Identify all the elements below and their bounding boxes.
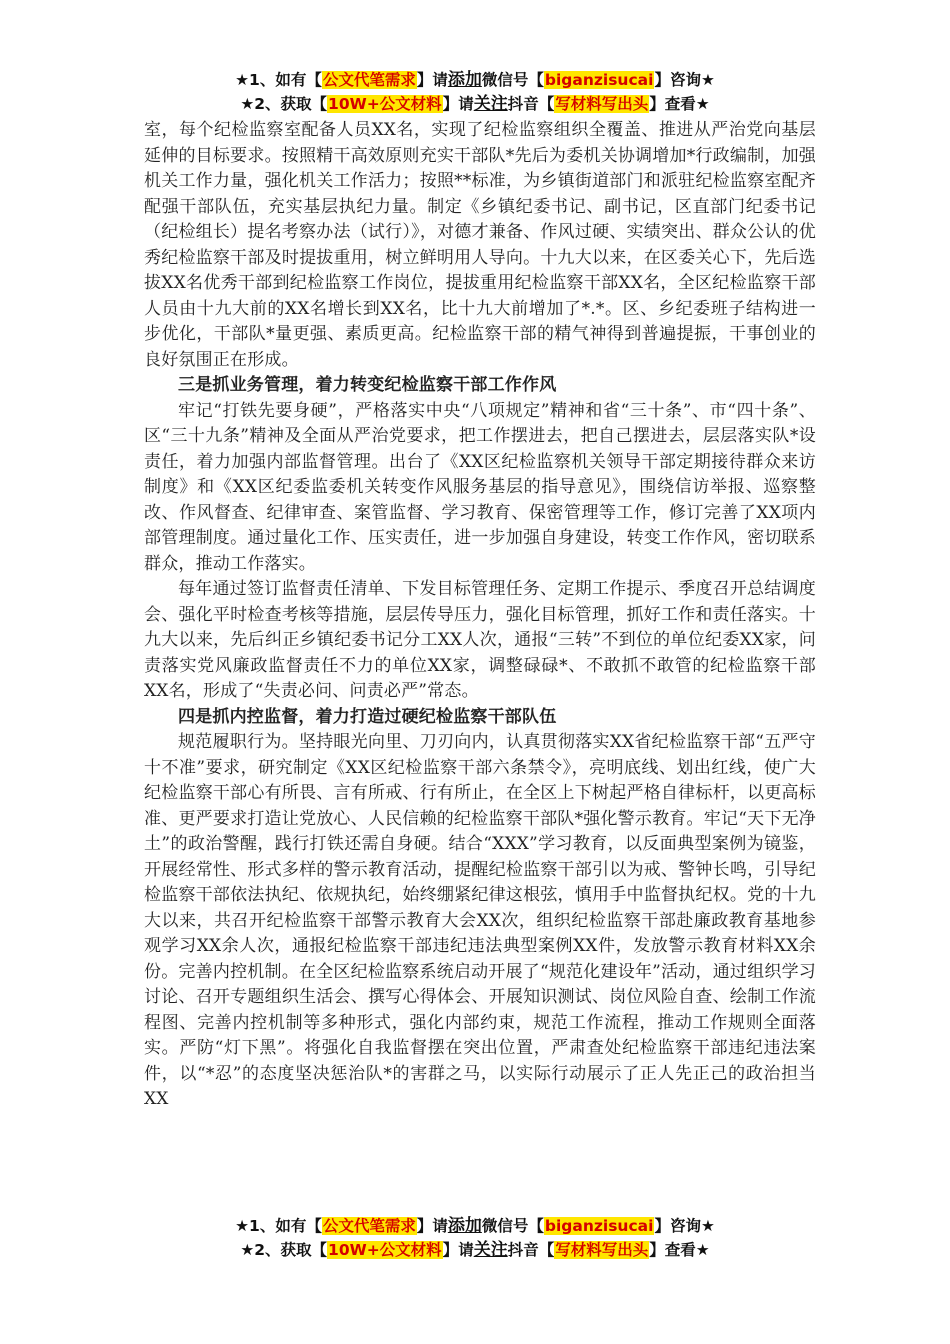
section-heading: 三是抓业务管理，着力转变纪检监察干部工作作风: [178, 375, 557, 395]
banner-text: 】咨询★: [654, 71, 715, 89]
banner-text: 】查看★: [649, 95, 710, 113]
banner-text: 抖音【: [507, 1241, 555, 1259]
banner-text: 微信号【: [481, 71, 544, 89]
header-banner: [0, 68, 950, 116]
banner-highlight: 10W+公文材料: [328, 95, 442, 113]
banner-text: 】请: [416, 71, 448, 89]
banner-text: 】请: [442, 1241, 474, 1259]
banner-text: ★2、获取【: [240, 95, 328, 113]
banner-text: 】请: [416, 1217, 448, 1235]
banner-text: 】咨询★: [654, 1217, 715, 1235]
banner-line-1: [0, 1214, 950, 1238]
banner-highlight: biganzisucai: [544, 71, 654, 89]
paragraph: 规范履职行为。坚持眼光向里、刀刃向内，认真贯彻落实XX省纪检监察干部“五严守十不准”要求，研究制定《XX区纪检监察干部六条禁令》，亮明底线、划出红线，使广大纪检监察干部心有所畏、言有所戒、行有所止，在全区上下树起严格自律标杆，以更高标准、更严要求打造让党放心、人民信赖的纪检监察干部队*强化警示教育。牢记“天下无净土”的政治警醒，践行打铁还需自身硬。结合“XXX”学习教育，以反面典型案例为镜鉴，开展经常性、形式多样的警示教育活动，提醒纪检监察干部引以为戒、警钟长鸣，引导纪检监察干部依法执纪、依规执纪，始终绷紧纪律这根弦，慎用手中监督执纪权。党的十九大以来，共召开纪检监察干部警示教育大会XX次，组织纪检监察干部赴廉政教育基地参观学习XX余人次，通报纪检监察干部违纪违法典型案例XX件，发放警示教育材料XX余份。完善内控机制。在全区纪检监察系统启动开展了“规范化建设年”活动，通过组织学习讨论、召开专题组织生活会、撰写心得体会、开展知识测试、岗位风险自查、绘制工作流程图、完善内控机制等多种形式，强化内部约束，规范工作流程，推动工作规则全面落实。严防“灯下黑”。将强化自我监督摆在突出位置，严肃查处纪检监察干部违纪违法案件，以“*忍”的态度坚决惩治队*的害群之马，以实际行动展示了正人先正己的政治担当XX: [144, 732, 816, 1109]
banner-text: 抖音【: [507, 95, 555, 113]
banner-highlight: biganzisucai: [544, 1217, 654, 1235]
paragraph: 室，每个纪检监察室配备人员XX名，实现了纪检监察组织全覆盖、推进从严治党向基层延伸的目标要求。按照精干高效原则充实干部队*先后为委机关协调增加*行政编制，加强机关工作力量，强化机关工作活力；按照**标准，为乡镇街道部门和派驻纪检监察室配齐配强干部队伍，充实基层执纪力量。制定《乡镇纪委书记、副书记，区直部门纪委书记（纪检组长）提名考察办法（试行）》，对德才兼备、作风过硬、实绩突出、群众公认的优秀纪检监察干部及时提拔重用，树立鲜明用人导向。十九大以来，在区委关心下，先后选拔XX名优秀干部到纪检监察工作岗位，提拔重用纪检监察干部XX名，全区纪检监察干部人员由十九大前的XX名增长到XX名，比十九大前增加了*.*。区、乡纪委班子结构进一步优化，干部队*量更强、素质更高。纪检监察干部的精气神得到普遍提振，干事创业的良好氛围正在形成。: [144, 120, 816, 370]
banner-line-2: [0, 1238, 950, 1262]
footer-banner: [0, 1214, 950, 1262]
banner-highlight: 写材料写出头: [555, 95, 649, 113]
banner-line-1: [0, 68, 950, 92]
banner-text: ★1、如有【: [235, 71, 322, 89]
banner-highlight: 公文代笔需求: [322, 71, 416, 89]
section-heading: 四是抓内控监督，着力打造过硬纪检监察干部队伍: [178, 706, 557, 727]
banner-text: 】查看★: [649, 1241, 710, 1259]
document-body: [144, 118, 816, 1113]
banner-underline: 添加: [447, 70, 482, 90]
banner-text: 微信号【: [481, 1217, 544, 1235]
paragraph: 牢记“打铁先要身硬”，严格落实中央“八项规定”精神和省“三十条”、市“四十条”、区“三十九条”精神及全面从严治党要求，把工作摆进去，把自己摆进去，层层落实队*设责任，着力加强内部监督管理。出台了《XX区纪检监察机关领导干部定期接待群众来访制度》和《XX区纪委监委机关转变作风服务基层的指导意见》，围绕信访举报、巡察整改、作风督查、纪律审查、案管监督、学习教育、保密管理等工作，修订完善了XX项内部管理制度。通过量化工作、压实责任，进一步加强自身建设，转变工作作风，密切联系群众，推动工作落实。: [144, 400, 816, 574]
banner-highlight: 公文代笔需求: [322, 1217, 416, 1235]
banner-text: ★1、如有【: [235, 1217, 322, 1235]
banner-highlight: 10W+公文材料: [328, 1241, 442, 1259]
banner-text: 】请: [442, 95, 474, 113]
paragraph: 每年通过签订监督责任清单、下发目标管理任务、定期工作提示、季度召开总结调度会、强化平时检查考核等措施，层层传导压力，强化目标管理，抓好工作和责任落实。十九大以来，先后纠正乡镇纪委书记分工XX人次，通报“三转”不到位的单位纪委XX家，问责落实党风廉政监督责任不力的单位XX家，调整碌碌*、不敢抓不敢管的纪检监察干部XX名，形成了“失责必问、问责必严”常态。: [144, 579, 816, 701]
banner-text: ★2、获取【: [240, 1241, 328, 1259]
banner-highlight: 写材料写出头: [555, 1241, 649, 1259]
banner-underline: 关注: [473, 1240, 508, 1260]
banner-underline: 关注: [473, 94, 508, 114]
banner-underline: 添加: [447, 1216, 482, 1236]
banner-line-2: [0, 92, 950, 116]
